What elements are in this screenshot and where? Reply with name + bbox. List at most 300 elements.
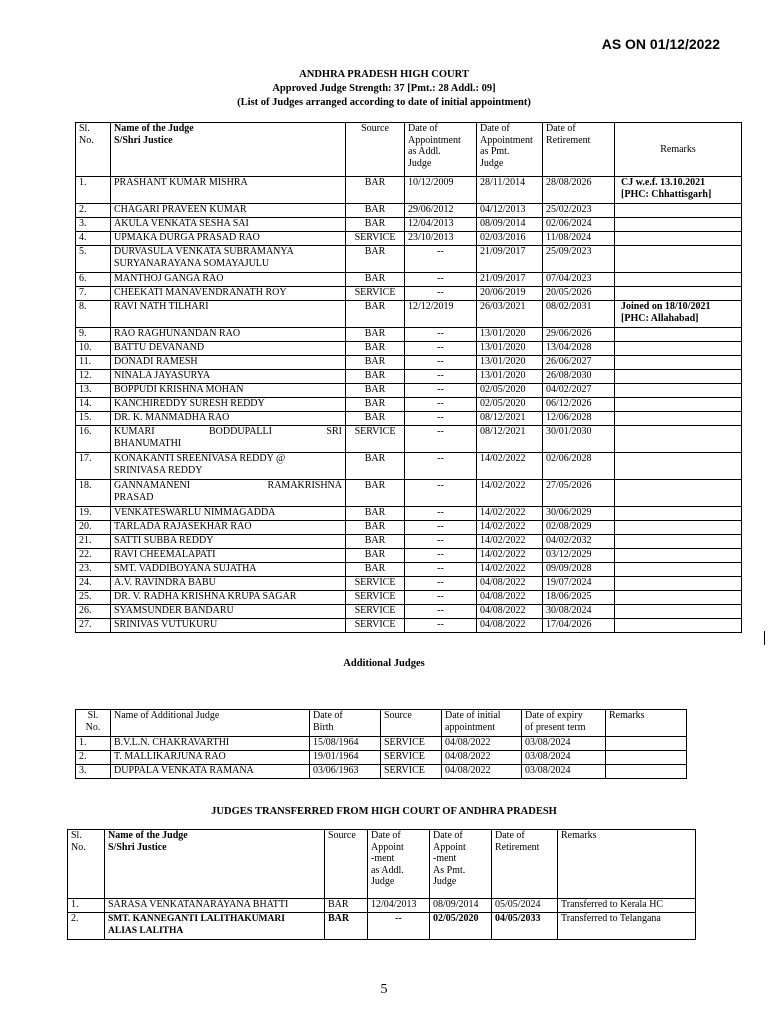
date-pmt: 14/02/2022 bbox=[477, 549, 543, 563]
table-corner-mark bbox=[764, 631, 768, 645]
sl-no: 25. bbox=[76, 591, 111, 605]
date-retirement: 04/05/2033 bbox=[492, 913, 558, 940]
judge-name bbox=[111, 218, 346, 232]
source: BAR bbox=[346, 177, 405, 204]
judge-row bbox=[76, 535, 742, 549]
source: BAR bbox=[346, 356, 405, 370]
sl-no: 26. bbox=[76, 605, 111, 619]
judge-strength: Approved Judge Strength: 37 [Pmt.: 28 Addl.: 09] bbox=[272, 83, 496, 94]
sl-no: 10. bbox=[76, 342, 111, 356]
additional-judges-title: Additional Judges bbox=[343, 658, 425, 669]
sl-no: 11. bbox=[76, 356, 111, 370]
text-line: A.V. RAVINDRA BABU bbox=[114, 577, 216, 588]
date-pmt: 14/02/2022 bbox=[477, 535, 543, 549]
date-retirement: 26/08/2030 bbox=[543, 370, 615, 384]
source: SERVICE bbox=[381, 737, 442, 751]
text-line: Judge bbox=[371, 876, 395, 887]
judges-table bbox=[75, 122, 742, 633]
header-source: Source bbox=[346, 123, 405, 177]
source: BAR bbox=[346, 370, 405, 384]
sl-no: 2. bbox=[68, 913, 105, 940]
judge-row bbox=[76, 591, 742, 605]
text-line: Date of bbox=[433, 830, 463, 841]
sl-no: 1. bbox=[76, 177, 111, 204]
source: SERVICE bbox=[346, 426, 405, 453]
date-retirement: 17/04/2026 bbox=[543, 619, 615, 633]
source: BAR bbox=[325, 899, 368, 913]
judge-row bbox=[76, 453, 742, 480]
date-pmt: 08/09/2014 bbox=[430, 899, 492, 913]
date-addl: 23/10/2013 bbox=[405, 232, 477, 246]
text-line: Retirement bbox=[495, 841, 540, 853]
remarks bbox=[615, 480, 742, 507]
date-addl: -- bbox=[405, 521, 477, 535]
text-line: appointment bbox=[445, 721, 495, 733]
date-retirement: 04/02/2027 bbox=[543, 384, 615, 398]
text-line: KONAKANTI SREENIVASA REDDY @ bbox=[114, 453, 286, 464]
date-pmt: 14/02/2022 bbox=[477, 507, 543, 521]
date-pmt: 14/02/2022 bbox=[477, 480, 543, 507]
date-addl: 12/04/2013 bbox=[368, 899, 430, 913]
text-line: DR. K. MANMADHA RAO bbox=[114, 412, 230, 423]
sl-no: 21. bbox=[76, 535, 111, 549]
text-line: DR. V. RADHA KRISHNA KRUPA SAGAR bbox=[114, 591, 297, 602]
transferred-table-header bbox=[68, 830, 696, 899]
date-addl: -- bbox=[405, 535, 477, 549]
date-pmt: 13/01/2020 bbox=[477, 342, 543, 356]
text-line: Date of initial bbox=[445, 710, 501, 721]
text-line: RAVI NATH TILHARI bbox=[114, 301, 209, 312]
expiry-term: 03/08/2024 bbox=[522, 765, 606, 779]
text-line: SRINIVAS VUTUKURU bbox=[114, 619, 218, 630]
text-line: No. bbox=[79, 134, 94, 146]
date-addl: -- bbox=[405, 328, 477, 342]
text-line: [PHC: Allahabad] bbox=[621, 313, 699, 324]
text-line: SARASA VENKATANARAYANA BHATTI bbox=[108, 899, 289, 910]
judge-row bbox=[76, 246, 742, 273]
source: SERVICE bbox=[381, 751, 442, 765]
remarks bbox=[615, 412, 742, 426]
date-retirement: 27/05/2026 bbox=[543, 480, 615, 507]
sl-no: 19. bbox=[76, 507, 111, 521]
date-addl: -- bbox=[405, 287, 477, 301]
text-line: DURVASULA VENKATA SUBRAMANYA bbox=[114, 246, 294, 257]
text-line: PRASHANT KUMAR MISHRA bbox=[114, 177, 248, 188]
date-retirement: 04/02/2032 bbox=[543, 535, 615, 549]
date-retirement: 06/12/2026 bbox=[543, 398, 615, 412]
date-pmt: 13/01/2020 bbox=[477, 370, 543, 384]
date-pmt: 14/02/2022 bbox=[477, 453, 543, 480]
text-line: Sl. bbox=[79, 123, 90, 134]
judge-row bbox=[76, 356, 742, 370]
date-pmt: 14/02/2022 bbox=[477, 521, 543, 535]
sl-no: 24. bbox=[76, 577, 111, 591]
date-retirement: 09/09/2028 bbox=[543, 563, 615, 577]
sl-no: 2. bbox=[76, 204, 111, 218]
date-addl: -- bbox=[405, 342, 477, 356]
header-sl-no bbox=[76, 123, 111, 177]
text-line: KANCHIREDDY SURESH REDDY bbox=[114, 398, 265, 409]
judge-name bbox=[111, 246, 346, 273]
judge-name bbox=[111, 273, 346, 287]
text-line: Appointment bbox=[480, 134, 533, 146]
sl-no: 13. bbox=[76, 384, 111, 398]
text-line: SMT. VADDIBOYANA SUJATHA bbox=[114, 563, 257, 574]
header-date-addl bbox=[368, 830, 430, 899]
source: BAR bbox=[346, 453, 405, 480]
judge-row bbox=[76, 480, 742, 507]
text-line: Date of bbox=[546, 123, 576, 134]
date-pmt: 04/08/2022 bbox=[477, 577, 543, 591]
judge-row bbox=[76, 398, 742, 412]
date-pmt: 13/01/2020 bbox=[477, 328, 543, 342]
date-retirement: 30/06/2029 bbox=[543, 507, 615, 521]
expiry-term: 03/08/2024 bbox=[522, 751, 606, 765]
date-retirement: 28/08/2026 bbox=[543, 177, 615, 204]
judge-row bbox=[76, 328, 742, 342]
date-addl: -- bbox=[368, 913, 430, 940]
remarks bbox=[615, 398, 742, 412]
date-of-birth: 19/01/1964 bbox=[310, 751, 381, 765]
header-sl-no bbox=[76, 710, 111, 737]
remarks bbox=[615, 453, 742, 480]
text-line: Appoint bbox=[371, 841, 404, 853]
text-line: MANTHOJ GANGA RAO bbox=[114, 273, 224, 284]
header-sl-no bbox=[68, 830, 105, 899]
judge-name bbox=[111, 507, 346, 521]
date-addl: 10/12/2009 bbox=[405, 177, 477, 204]
header-remarks: Remarks bbox=[606, 710, 687, 737]
date-retirement: 02/08/2029 bbox=[543, 521, 615, 535]
text-line: -ment bbox=[371, 853, 395, 864]
remarks bbox=[615, 356, 742, 370]
source: BAR bbox=[346, 328, 405, 342]
text-line: Date of expiry bbox=[525, 710, 583, 721]
date-pmt: 02/05/2020 bbox=[430, 913, 492, 940]
date-retirement: 05/05/2024 bbox=[492, 899, 558, 913]
source: SERVICE bbox=[346, 287, 405, 301]
date-retirement: 30/01/2030 bbox=[543, 426, 615, 453]
text-line: as Addl. bbox=[371, 864, 404, 876]
text-line: Joined on 18/10/2021 bbox=[621, 301, 711, 312]
text-line: As Pmt. bbox=[433, 864, 466, 876]
source: SERVICE bbox=[346, 591, 405, 605]
text-line: Appointment bbox=[408, 134, 461, 146]
date-addl: -- bbox=[405, 591, 477, 605]
judge-row bbox=[76, 301, 742, 328]
date-pmt: 04/08/2022 bbox=[477, 591, 543, 605]
date-of-birth: 03/06/1963 bbox=[310, 765, 381, 779]
date-addl: -- bbox=[405, 619, 477, 633]
date-retirement: 03/12/2029 bbox=[543, 549, 615, 563]
text-line: Sl. bbox=[87, 710, 99, 721]
judge-name bbox=[111, 549, 346, 563]
judge-row bbox=[76, 521, 742, 535]
date-addl: 12/12/2019 bbox=[405, 301, 477, 328]
judge-name bbox=[111, 577, 346, 591]
date-addl: -- bbox=[405, 563, 477, 577]
judge-name bbox=[111, 535, 346, 549]
judge-name bbox=[111, 480, 346, 507]
text-line: [PHC: Chhattisgarh] bbox=[621, 189, 712, 200]
judge-name bbox=[111, 412, 346, 426]
text-line: TARLADA RAJASEKHAR RAO bbox=[114, 521, 252, 532]
text-line: SMT. KANNEGANTI LALITHAKUMARI bbox=[108, 914, 285, 924]
date-retirement: 20/05/2026 bbox=[543, 287, 615, 301]
remarks bbox=[615, 370, 742, 384]
source: SERVICE bbox=[346, 619, 405, 633]
remarks bbox=[615, 605, 742, 619]
initial-appointment: 04/08/2022 bbox=[442, 737, 522, 751]
text-line: S/Shri Justice bbox=[108, 841, 167, 853]
date-of-birth: 15/08/1964 bbox=[310, 737, 381, 751]
text-line: BHANUMATHI bbox=[114, 438, 182, 449]
remarks bbox=[615, 301, 742, 328]
text-line: ALIAS LALITHA bbox=[108, 926, 184, 936]
date-pmt: 08/09/2014 bbox=[477, 218, 543, 232]
text-line: Judge bbox=[480, 157, 504, 169]
remarks bbox=[615, 563, 742, 577]
header-remarks: Remarks bbox=[615, 123, 742, 177]
date-pmt: 02/05/2020 bbox=[477, 398, 543, 412]
text-line: Date of bbox=[495, 830, 525, 841]
judge-row bbox=[76, 342, 742, 356]
date-retirement: 02/06/2024 bbox=[543, 218, 615, 232]
header-date-retirement bbox=[543, 123, 615, 177]
transferred-title: JUDGES TRANSFERRED FROM HIGH COURT OF ANDHRA PRADESH bbox=[211, 806, 557, 817]
additional-judge-row bbox=[76, 765, 687, 779]
judge-name bbox=[111, 177, 346, 204]
transferred-judges-table bbox=[67, 829, 696, 940]
judge-name bbox=[105, 899, 325, 913]
judge-name bbox=[111, 605, 346, 619]
text-line: SRINIVASA REDDY bbox=[114, 465, 203, 476]
additional-judge-row bbox=[76, 737, 687, 751]
text-line: of present term bbox=[525, 721, 586, 733]
source: BAR bbox=[346, 218, 405, 232]
remarks bbox=[606, 737, 687, 751]
date-addl: -- bbox=[405, 384, 477, 398]
remarks bbox=[615, 384, 742, 398]
judge-row bbox=[76, 218, 742, 232]
text-line: BOPPUDI KRISHNA MOHAN bbox=[114, 384, 244, 395]
header-additional-judge-name: Name of Additional Judge bbox=[111, 710, 310, 737]
source: SERVICE bbox=[346, 577, 405, 591]
header-source: Source bbox=[381, 710, 442, 737]
date-retirement: 12/06/2028 bbox=[543, 412, 615, 426]
date-retirement: 13/04/2028 bbox=[543, 342, 615, 356]
sl-no: 3. bbox=[76, 218, 111, 232]
remarks bbox=[615, 591, 742, 605]
source: BAR bbox=[346, 342, 405, 356]
header-date-of-birth bbox=[310, 710, 381, 737]
text-line: Name of the Judge bbox=[108, 830, 188, 841]
date-pmt: 26/03/2021 bbox=[477, 301, 543, 328]
judge-row bbox=[76, 384, 742, 398]
as-on-date: AS ON 01/12/2022 bbox=[601, 36, 720, 52]
date-addl: -- bbox=[405, 577, 477, 591]
text-line: RAVI CHEEMALAPATI bbox=[114, 549, 216, 560]
header-expiry-term bbox=[522, 710, 606, 737]
date-pmt: 04/12/2013 bbox=[477, 204, 543, 218]
text-line: Judge bbox=[433, 876, 457, 887]
date-pmt: 21/09/2017 bbox=[477, 273, 543, 287]
date-addl: -- bbox=[405, 507, 477, 521]
sl-no: 6. bbox=[76, 273, 111, 287]
date-retirement: 19/07/2024 bbox=[543, 577, 615, 591]
text-line: DONADI RAMESH bbox=[114, 356, 198, 367]
text-line: AKULA VENKATA SESHA SAI bbox=[114, 218, 249, 229]
judges-table-header bbox=[76, 123, 742, 177]
judge-row bbox=[76, 605, 742, 619]
source: SERVICE bbox=[381, 765, 442, 779]
text-line: S/Shri Justice bbox=[114, 134, 173, 146]
remarks bbox=[615, 507, 742, 521]
date-addl: -- bbox=[405, 246, 477, 273]
sl-no: 18. bbox=[76, 480, 111, 507]
date-addl: -- bbox=[405, 480, 477, 507]
remarks bbox=[615, 535, 742, 549]
remarks bbox=[615, 204, 742, 218]
text-line: Date of bbox=[480, 123, 510, 134]
header-date-pmt bbox=[430, 830, 492, 899]
remarks bbox=[615, 619, 742, 633]
transferred-judge-row bbox=[68, 899, 696, 913]
date-retirement: 30/08/2024 bbox=[543, 605, 615, 619]
source: BAR bbox=[325, 913, 368, 940]
sl-no: 14. bbox=[76, 398, 111, 412]
text-line: PRASAD bbox=[114, 492, 154, 503]
text-line: SATTI SUBBA REDDY bbox=[114, 535, 214, 546]
source: SERVICE bbox=[346, 232, 405, 246]
date-retirement: 02/06/2028 bbox=[543, 453, 615, 480]
date-pmt: 13/01/2020 bbox=[477, 356, 543, 370]
judge-name bbox=[111, 619, 346, 633]
initial-appointment: 04/08/2022 bbox=[442, 765, 522, 779]
header-remarks: Remarks bbox=[558, 830, 696, 899]
header-initial-appointment bbox=[442, 710, 522, 737]
additional-judge-row bbox=[76, 751, 687, 765]
source: BAR bbox=[346, 246, 405, 273]
judge-name bbox=[111, 591, 346, 605]
remarks: Transferred to Kerala HC bbox=[558, 899, 696, 913]
judge-name bbox=[105, 913, 325, 940]
sl-no: 1. bbox=[76, 737, 111, 751]
source: BAR bbox=[346, 521, 405, 535]
judge-name bbox=[111, 232, 346, 246]
source: BAR bbox=[346, 273, 405, 287]
text-line: Judge bbox=[408, 157, 432, 169]
text-line: Appoint bbox=[433, 841, 466, 853]
judge-name bbox=[111, 521, 346, 535]
date-pmt: 08/12/2021 bbox=[477, 426, 543, 453]
text-line: CHAGARI PRAVEEN KUMAR bbox=[114, 204, 247, 215]
sl-no: 27. bbox=[76, 619, 111, 633]
judge-row bbox=[76, 177, 742, 204]
text-line: RAO RAGHUNANDAN RAO bbox=[114, 328, 241, 339]
date-retirement: 11/08/2024 bbox=[543, 232, 615, 246]
text-line: Sl. bbox=[71, 830, 82, 841]
judge-row bbox=[76, 563, 742, 577]
sl-no: 8. bbox=[76, 301, 111, 328]
sl-no: 16. bbox=[76, 426, 111, 453]
text-line: Date of bbox=[371, 830, 401, 841]
sl-no: 7. bbox=[76, 287, 111, 301]
source: BAR bbox=[346, 398, 405, 412]
header-judge-name bbox=[105, 830, 325, 899]
date-addl: 12/04/2013 bbox=[405, 218, 477, 232]
date-addl: -- bbox=[405, 549, 477, 563]
text-line: No. bbox=[71, 841, 86, 853]
sl-no: 3. bbox=[76, 765, 111, 779]
header-date-addl bbox=[405, 123, 477, 177]
judge-row bbox=[76, 287, 742, 301]
text-line: Date of bbox=[313, 710, 343, 721]
source: SERVICE bbox=[346, 605, 405, 619]
sl-no: 15. bbox=[76, 412, 111, 426]
source: BAR bbox=[346, 412, 405, 426]
judge-row bbox=[76, 204, 742, 218]
date-pmt: 02/03/2016 bbox=[477, 232, 543, 246]
date-pmt: 14/02/2022 bbox=[477, 563, 543, 577]
text-line: -ment bbox=[433, 853, 457, 864]
document-title: ANDHRA PRADESH HIGH COURT bbox=[299, 69, 469, 80]
text-line: UPMAKA DURGA PRASAD RAO bbox=[114, 232, 260, 243]
date-pmt: 28/11/2014 bbox=[477, 177, 543, 204]
judge-name: B.V.L.N. CHAKRAVARTHI bbox=[111, 737, 310, 751]
remarks bbox=[615, 549, 742, 563]
date-addl: -- bbox=[405, 398, 477, 412]
sl-no: 5. bbox=[76, 246, 111, 273]
date-pmt: 20/06/2019 bbox=[477, 287, 543, 301]
source: BAR bbox=[346, 535, 405, 549]
sl-no: 9. bbox=[76, 328, 111, 342]
source: BAR bbox=[346, 563, 405, 577]
judge-name bbox=[111, 563, 346, 577]
judge-name bbox=[111, 301, 346, 328]
judge-name bbox=[111, 204, 346, 218]
transferred-judge-row bbox=[68, 913, 696, 940]
date-addl: -- bbox=[405, 356, 477, 370]
remarks bbox=[615, 577, 742, 591]
judge-row bbox=[76, 232, 742, 246]
remarks bbox=[615, 287, 742, 301]
text-line: SURYANARAYANA SOMAYAJULU bbox=[114, 258, 270, 269]
remarks bbox=[615, 328, 742, 342]
sl-no: 22. bbox=[76, 549, 111, 563]
judge-name: T. MALLIKARJUNA RAO bbox=[111, 751, 310, 765]
text-line: KUMARI BODDUPALLI SRI bbox=[114, 426, 342, 437]
sl-no: 17. bbox=[76, 453, 111, 480]
date-retirement: 26/06/2027 bbox=[543, 356, 615, 370]
text-line: as Addl. bbox=[408, 146, 441, 157]
text-line: Date of bbox=[408, 123, 438, 134]
remarks bbox=[615, 273, 742, 287]
judge-row bbox=[76, 507, 742, 521]
remarks bbox=[615, 342, 742, 356]
text-line: BATTU DEVANAND bbox=[114, 342, 205, 353]
sl-no: 2. bbox=[76, 751, 111, 765]
judge-name bbox=[111, 384, 346, 398]
text-line: Name of the Judge bbox=[114, 123, 194, 134]
text-line: CJ w.e.f. 13.10.2021 bbox=[621, 177, 706, 188]
sl-no: 12. bbox=[76, 370, 111, 384]
remarks bbox=[615, 246, 742, 273]
sl-no: 23. bbox=[76, 563, 111, 577]
remarks bbox=[606, 751, 687, 765]
text-line: Birth bbox=[313, 721, 334, 733]
date-addl: -- bbox=[405, 605, 477, 619]
